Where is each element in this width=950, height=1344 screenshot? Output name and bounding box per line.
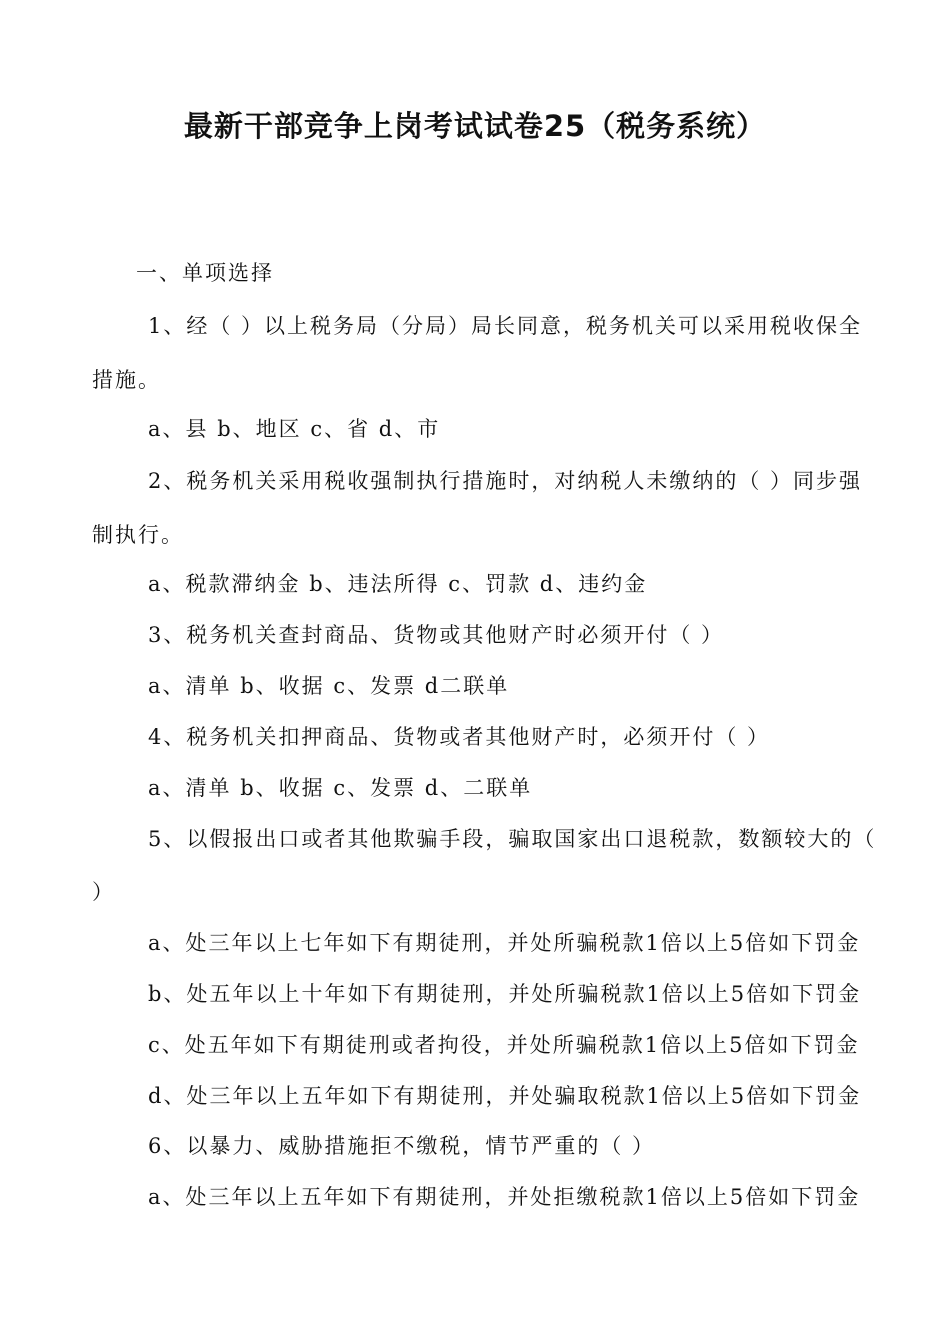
question-4-options: a、清单 b、收据 c、发票 d、二联单 (148, 776, 533, 800)
question-6-option-a: a、处三年以上五年如下有期徒刑，并处拒缴税款1倍以上5倍如下罚金 (148, 1185, 861, 1209)
question-6-text: 6、以暴力、威胁措施拒不缴税，情节严重的（ ） (148, 1134, 656, 1158)
question-5-option-d: d、处三年以上五年如下有期徒刑，并处骗取税款1倍以上5倍如下罚金 (148, 1084, 862, 1108)
document-title: 最新干部竞争上岗考试试卷25（税务系统） (183, 109, 767, 143)
question-5-text: 5、以假报出口或者其他欺骗手段，骗取国家出口退税款，数额较大的（ (148, 827, 877, 851)
question-2-text: 2、税务机关采用税收强制执行措施时，对纳税人未缴纳的（ ）同步强 (148, 469, 863, 493)
question-5-option-b: b、处五年以上十年如下有期徒刑，并处所骗税款1倍以上5倍如下罚金 (148, 982, 862, 1006)
question-4-text: 4、税务机关扣押商品、货物或者其他财产时，必须开付（ ） (148, 725, 771, 749)
question-5-option-c: c、处五年如下有期徒刑或者拘役，并处所骗税款1倍以上5倍如下罚金 (148, 1033, 860, 1057)
question-3-text: 3、税务机关查封商品、货物或其他财产时必须开付（ ） (148, 623, 725, 647)
question-2-text-continued: 制执行。 (92, 523, 184, 547)
section-heading: 一、单项选择 (136, 261, 274, 285)
question-1-options: a、县 b、地区 c、省 d、市 (148, 417, 441, 441)
question-5-option-a: a、处三年以上七年如下有期徒刑，并处所骗税款1倍以上5倍如下罚金 (148, 931, 861, 955)
question-1-text: 1、经（ ）以上税务局（分局）局长同意，税务机关可以采用税收保全 (148, 314, 863, 338)
question-3-options: a、清单 b、收据 c、发票 d二联单 (148, 674, 510, 698)
question-5-text-continued: ） (92, 880, 115, 904)
question-1-text-continued: 措施。 (92, 368, 161, 392)
question-2-options: a、税款滞纳金 b、违法所得 c、罚款 d、违约金 (148, 572, 648, 596)
